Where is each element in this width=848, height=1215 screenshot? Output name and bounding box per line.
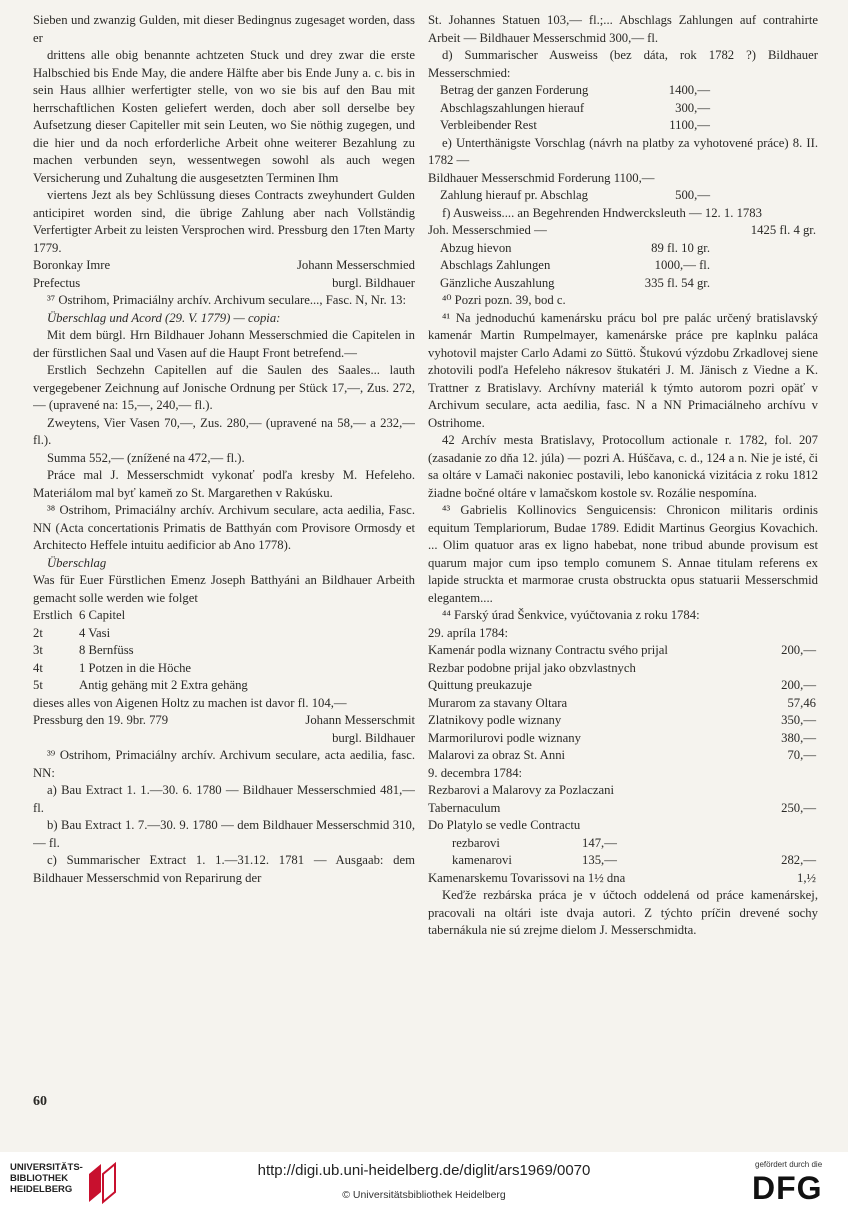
paragraph: d) Summarischer Ausweiss (bez dáta, rok 1782 ?) Bildhauer Messerschmied: [428, 48, 818, 80]
item-ordinal: Erstlich [33, 608, 73, 622]
signature-line: burgl. Bildhauer [332, 730, 415, 745]
right-column [428, 12, 818, 1082]
funder-caption: gefördert durch die [755, 1160, 823, 1169]
ledger-label: Quittung preukazuje [428, 678, 532, 692]
dfg-logo-icon: DFG [752, 1170, 823, 1206]
ledger-amount: 70,— [787, 748, 816, 762]
item-ordinal: 4t [33, 660, 43, 675]
ledger-label: Zahlung hierauf pr. Abschlag [440, 188, 588, 202]
paragraph: Überschlag [47, 555, 107, 570]
ledger-row [428, 100, 818, 118]
paragraph: ⁴⁴ Farský úrad Šenkvice, vyúčtovania z roku 1784: [442, 608, 700, 622]
copyright-notice: © Universitätsbibliothek Heidelberg [342, 1189, 506, 1201]
ledger-row [428, 870, 818, 888]
signature-right: Johann Messerschmit [305, 713, 415, 727]
paragraph: viertens Jezt als bey Schlüssung dieses Contracts zweyhundert Gulden anticipiret worden sind, die übrige Zahlung aber nach Vollständig Verfertigter Arbeit zu leisten Versprochen wird. Pressburg den 17ten Marty 1779. [33, 188, 415, 255]
ledger-label: Kamenarskemu Tovarissovi na 1½ dna [428, 870, 626, 885]
ledger-amount: 89 fl. 10 gr. [651, 240, 710, 255]
ledger-row [428, 257, 818, 275]
ledger-amount: 147,— [582, 835, 617, 850]
ledger-amount: 135,— [582, 853, 617, 867]
ledger-row [428, 642, 818, 660]
ledger-amount: 57,46 [787, 695, 816, 710]
ledger-amount: 200,— [781, 678, 816, 692]
ledger-label: Verbleibender Rest [440, 118, 537, 132]
ledger-amount: 1425 fl. 4 gr. [750, 223, 816, 237]
page-permalink-link[interactable]: http://digi.ub.uni-heidelberg.de/diglit/ars1969/0070 [257, 1162, 591, 1179]
signature-row [33, 257, 415, 275]
paragraph: 42 Archív mesta Bratislavy, Protocollum actionale r. 1782, fol. 207 (zasadanie zo dňa 12. júla) — pozri A. Húščava, c. d., 124 a n. Nie je isté, či sa oltáre v Lamači nakoniec postavili, lebo kanonická vizitácia z roku 1812 žiadne bočné oltáre v lamačskom kostole sv. Rozálie nespomína. [428, 433, 818, 500]
item-row [33, 642, 415, 660]
item-text: 4 Vasi [79, 625, 111, 640]
item-row [33, 660, 415, 678]
item-row [33, 607, 415, 625]
paragraph: Summa 552,— (znížené na 472,— fl.). [47, 450, 245, 465]
ledger-label: Zlatnikovy podle wiznany [428, 713, 562, 727]
paragraph: dieses alles von Aigenen Holtz zu machen ist davor fl. 104,— [33, 695, 347, 710]
ledger-label: Abschlagszahlungen hierauf [440, 100, 585, 115]
ledger-row [428, 275, 818, 293]
paragraph: drittens alle obig benannte achtzeten Stuck und drey zwar die erste Halbschied bis Ende May, die andere Hälfte aber bis Ende Juny a. c. bis in sein Haus allhier werfertigter stelle, von wo sie bis auf den Bau mit herrschaftlichen Kosten geliefert werden, doch aber soll derselbe bey Aufsetzung dieser Capiteller mit sein Leuten, wo Sie nöthig zugegen, und die hier und da noch erforderliche Arbeit ohne weiterer Bezahlung zu machen verbunden seyn, wessentwegen sowohl als auch wegen Versicherung und Zuhaltung die ausgesetzten Terminen Ihm [33, 48, 415, 185]
ledger-label: Abschlags Zahlungen [440, 258, 551, 272]
ledger-label: Malarovi za obraz St. Anni [428, 748, 566, 762]
paragraph: Bildhauer Messerschmid Forderung 1100,— [428, 170, 655, 185]
ledger-label: Abzug hievon [440, 240, 512, 255]
paragraph: b) Bau Extract 1. 7.—30. 9. 1780 — dem Bildhauer Messerschmid 310,— fl. [33, 818, 415, 850]
ledger-row [428, 852, 818, 870]
paragraph: Überschlag und Acord (29. V. 1779) — copia: [47, 310, 281, 325]
library-name-line: HEIDELBERG [10, 1184, 73, 1195]
ledger-amount: 1100,— [669, 118, 710, 132]
paragraph: Keďže rezbárska práca je v účtoch oddelená od práce kamenárskej, pracovali na oltári iste dvaja autori. Z týchto príčin drevené sochy tabernákula nie sú zrejme dielom J. Messerschmidta. [428, 888, 818, 937]
ledger-row [428, 712, 818, 730]
ledger-amount: 350,— [781, 713, 816, 727]
ledger-row [428, 187, 818, 205]
viewer-footer [0, 1152, 848, 1215]
paragraph: a) Bau Extract 1. 1.—30. 6. 1780 — Bildhauer Messerschmied 481,— fl. [33, 783, 415, 815]
paragraph: Was für Euer Fürstlichen Emenz Joseph Batthyáni an Bildhauer Arbeith gemacht solle werden wie folget [33, 573, 415, 605]
signature-left: Prefectus [33, 275, 81, 290]
ledger-label: Murarom za stavany Oltara [428, 695, 568, 710]
ledger-label: Marmorilurovi podle wiznany [428, 730, 581, 745]
ledger-row [428, 82, 818, 100]
item-text: Antig gehäng mit 2 Extra gehäng [79, 678, 248, 692]
paragraph: Sieben und zwanzig Gulden, mit dieser Bedingnus zugesaget worden, dass er [33, 13, 415, 45]
paragraph: e) Unterthänigste Vorschlag (návrh na platby za vyhotovené práce) 8. II. 1782 — [428, 135, 818, 167]
signature-row [33, 712, 415, 730]
paragraph: ³⁷ Ostrihom, Primaciálny archív. Archivum seculare..., Fasc. N, Nr. 13: [47, 293, 407, 307]
paragraph: ³⁸ Ostrihom, Primaciálny archív. Archivum seculare, acta aedilia, Fasc. NN (Acta concertationis Primatis de Batthyán com Provisore Ormosdy et Architecto Heffele intuitu aedificior ab Ano 1778). [33, 503, 415, 552]
ledger-amount: 500,— [675, 188, 710, 202]
paragraph: Do Platylo se vedle Contractu [428, 818, 581, 832]
ledger-row [428, 747, 818, 765]
ledger-amount: 335 fl. 54 gr. [644, 275, 710, 290]
ledger-row [428, 222, 818, 240]
ledger-row [428, 677, 818, 695]
item-ordinal: 2t [33, 625, 43, 640]
item-row [33, 625, 415, 643]
ledger-label: Tabernaculum [428, 800, 501, 815]
item-ordinal: 5t [33, 678, 43, 692]
ledger-label: rezbarovi [452, 835, 500, 850]
left-column [33, 12, 415, 1077]
library-name-line: BIBLIOTHEK [10, 1173, 69, 1184]
paragraph: 9. decembra 1784: [428, 765, 523, 780]
ledger-amount: 1000,— fl. [654, 258, 710, 272]
item-row [33, 677, 415, 695]
ledger-amount: 250,— [781, 800, 816, 815]
ledger-row [428, 695, 818, 713]
item-text: 8 Bernfüss [79, 643, 134, 657]
paragraph: c) Summarischer Extract 1. 1.—31.12. 1781 — Ausgaab: dem Bildhauer Messerschmid von Reparirung der [33, 853, 415, 885]
ledger-label: Joh. Messerschmied — [428, 223, 547, 237]
signature-right: burgl. Bildhauer [332, 275, 415, 290]
ledger-amount: 300,— [675, 100, 710, 115]
signature-row [33, 275, 415, 293]
page-number: 60 [33, 1094, 47, 1109]
item-text: 6 Capitel [79, 608, 126, 622]
signature-left: Boronkay Imre [33, 258, 111, 272]
ledger-amount: 1,½ [796, 870, 816, 885]
paragraph: Erstlich Sechzehn Capitellen auf die Saulen des Saales... lauth vergegebener Zeichnung auf Jonische Ordnung per Stück 17,—, Zus. 272,— (upravené na: 15,—, 240,— fl.). [33, 363, 415, 412]
ledger-row [428, 730, 818, 748]
ledger-amount: 1400,— [668, 83, 710, 97]
library-name-line: UNIVERSITÄTS- [10, 1162, 83, 1173]
paragraph: Práce mal J. Messerschmidt vykonať podľa kresby M. Hefeleho. Materiálom mal byť kameň zo St. Margarethen v Rakúsku. [33, 468, 415, 500]
paragraph: ⁴⁰ Pozri pozn. 39, bod c. [442, 293, 566, 307]
paragraph: Mit dem bürgl. Hrn Bildhauer Johann Messerschmied die Capitelen in der fürstlichen Saal und Vasen auf die Haupt Front betrefend.— [33, 328, 415, 360]
paragraph: ⁴¹ Na jednoduchú kamenársku prácu bol pre palác určený bratislavský kamenár Martin Rumpelmayer, kamenárske práce pre kaplnku paláca vyhotovil majster Carlo Adami zo Süttö. Štukovú výzdobu Zrkadlovej siene zhotovili podľa Hefeleho nákresov štukatéri J. M. Jänisch z Viedne a K. Trattner z Bratislavy. Archívny materiál k týmto autorom pozri opäť v Archivum seculare, acta aedilia, fasc. N a NN Primaciálneho archívu v Ostrihome. [428, 310, 818, 430]
ledger-label: Gänzliche Auszahlung [440, 275, 555, 290]
ledger-row [428, 800, 818, 818]
ledger-row [428, 660, 818, 678]
signature-right: Johann Messerschmied [296, 258, 415, 272]
paragraph: 29. apríla 1784: [428, 625, 508, 640]
ledger-row [428, 240, 818, 258]
item-ordinal: 3t [33, 643, 43, 657]
ledger-row [428, 835, 818, 853]
paragraph: ³⁹ Ostrihom, Primaciálny archív. Archivum seculare, acta aedilia, fasc. NN: [33, 748, 415, 780]
ledger-row [428, 117, 818, 135]
ledger-total: 282,— [781, 853, 816, 867]
paragraph: f) Ausweiss.... an Begehrenden Hndwercksleuth — 12. 1. 1783 [442, 205, 762, 220]
item-text: 1 Potzen in die Höche [79, 660, 192, 675]
ledger-amount: 380,— [781, 730, 816, 745]
ledger-label: kamenarovi [452, 853, 512, 867]
paragraph: ⁴³ Gabrielis Kollinovics Senguicensis: Chronicon militaris ordinis equitum Templariorum, Budae 1789. Edidit Martinus Georgius Kovachich. ... Olim quatuor aras ex ligno habebat, none tribud abunde provisum est quarum major cum ipso templo comunem S. Annae titulam referens ex lapide struckta et marmorae crusta obstruckta opus statuarii Messerschmid elegantem.... [428, 503, 818, 605]
ledger-label: Rezbar podobne prijal jako obzvlastnych [428, 660, 636, 675]
signature-left: Pressburg den 19. 9br. 779 [33, 713, 169, 727]
paragraph: Zweytens, Vier Vasen 70,—, Zus. 280,— (upravené na 58,— a 232,— fl.). [33, 415, 415, 447]
ledger-amount: 200,— [781, 643, 816, 657]
paragraph: St. Johannes Statuen 103,— fl.;... Abschlags Zahlungen auf contrahirte Arbeit — Bildhauer Messerschmid 300,— fl. [428, 13, 818, 45]
ledger-label: Kamenár podla wiznany Contractu svého prijal [428, 643, 668, 657]
paragraph: Rezbarovi a Malarovy za Pozlaczani [428, 783, 614, 797]
ledger-label: Betrag der ganzen Forderung [440, 83, 589, 97]
